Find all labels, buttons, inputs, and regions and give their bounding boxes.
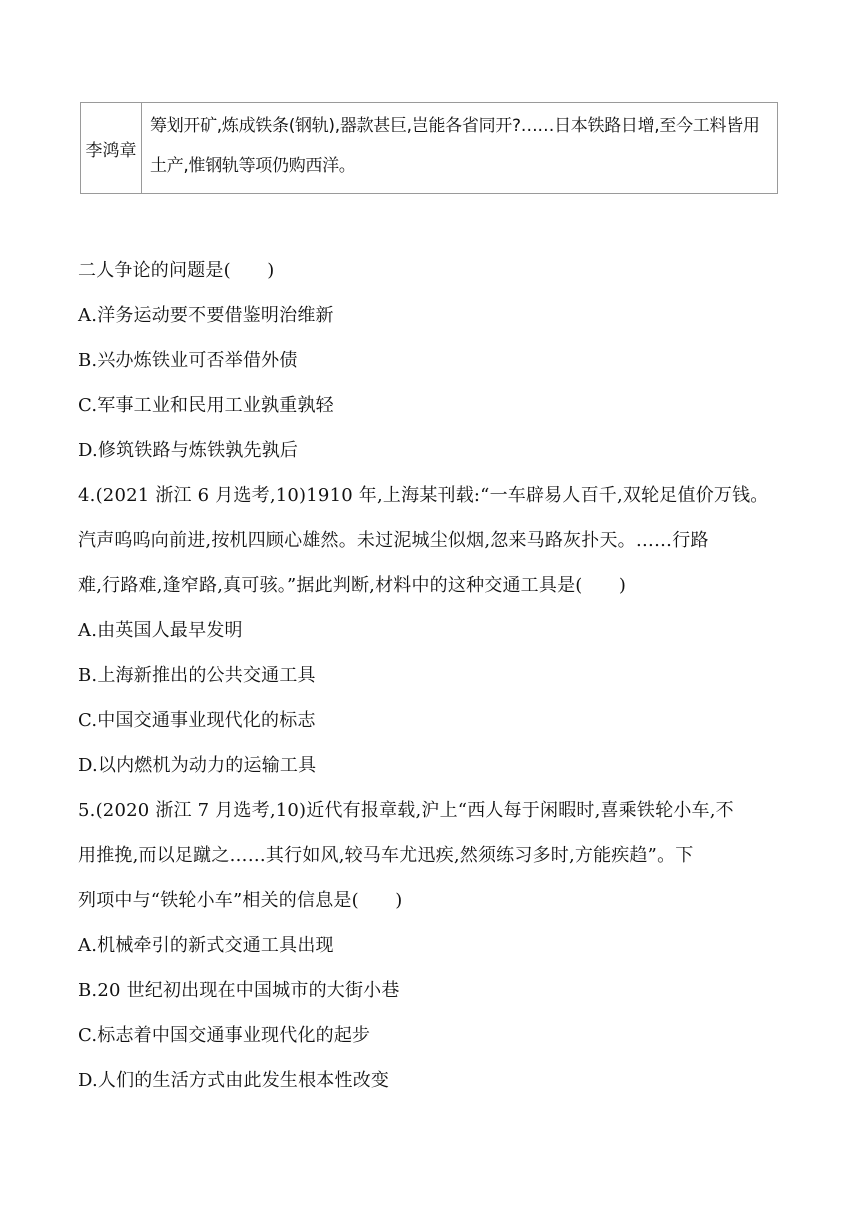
question4-stem-line-1: 4.(2021 浙江 6 月选考,10)1910 年,上海某刊载:“一车辟易人百千,双轮足值价万钱。 [78,485,769,506]
question3-option-b: B.兴办炼铁业可否举借外债 [78,350,298,371]
quote-cell: 筹划开矿,炼成铁条(钢轨),器款甚巨,岂能各省同开?……日本铁路日增,至今工料皆用土产,惟钢轨等项仍购西洋。 [150,116,760,176]
speaker-cell: 李鸿章 [81,103,142,193]
question5-stem-line-2: 用推挽,而以足蹴之……其行如风,较马车尤迅疾,然须练习多时,方能疾趋”。下 [78,845,694,866]
question3-option-a: A.洋务运动要不要借鉴明治维新 [78,305,334,326]
question4-stem-line-2: 汽声呜呜向前进,按机四顾心雄然。未过泥城尘似烟,忽来马路灰扑天。……行路 [78,530,709,551]
question5-stem-line-3: 列项中与“铁轮小车”相关的信息是( ) [78,890,403,911]
question3-option-c: C.军事工业和民用工业孰重孰轻 [78,395,334,416]
question4-option-d: D.以内燃机为动力的运输工具 [78,755,317,776]
question4-stem-line-3: 难,行路难,逢窄路,真可骇。”据此判断,材料中的这种交通工具是( ) [78,575,627,596]
question3-stem: 二人争论的问题是( ) [78,260,275,281]
question4-option-c: C.中国交通事业现代化的标志 [78,710,316,731]
question5-option-c: C.标志着中国交通事业现代化的起步 [78,1025,371,1046]
question5-option-b: B.20 世纪初出现在中国城市的大街小巷 [78,980,400,1001]
question3-option-d: D.修筑铁路与炼铁孰先孰后 [78,440,299,461]
question5-option-d: D.人们的生活方式由此发生根本性改变 [78,1070,390,1091]
quote-table [80,102,778,194]
question5-option-a: A.机械牵引的新式交通工具出现 [78,935,334,956]
question4-option-b: B.上海新推出的公共交通工具 [78,665,316,686]
questions [78,248,798,1103]
question5-stem-line-1: 5.(2020 浙江 7 月选考,10)近代有报章载,沪上“西人每于闲暇时,喜乘铁轮小车,不 [78,800,734,821]
question4-option-a: A.由英国人最早发明 [78,620,243,641]
